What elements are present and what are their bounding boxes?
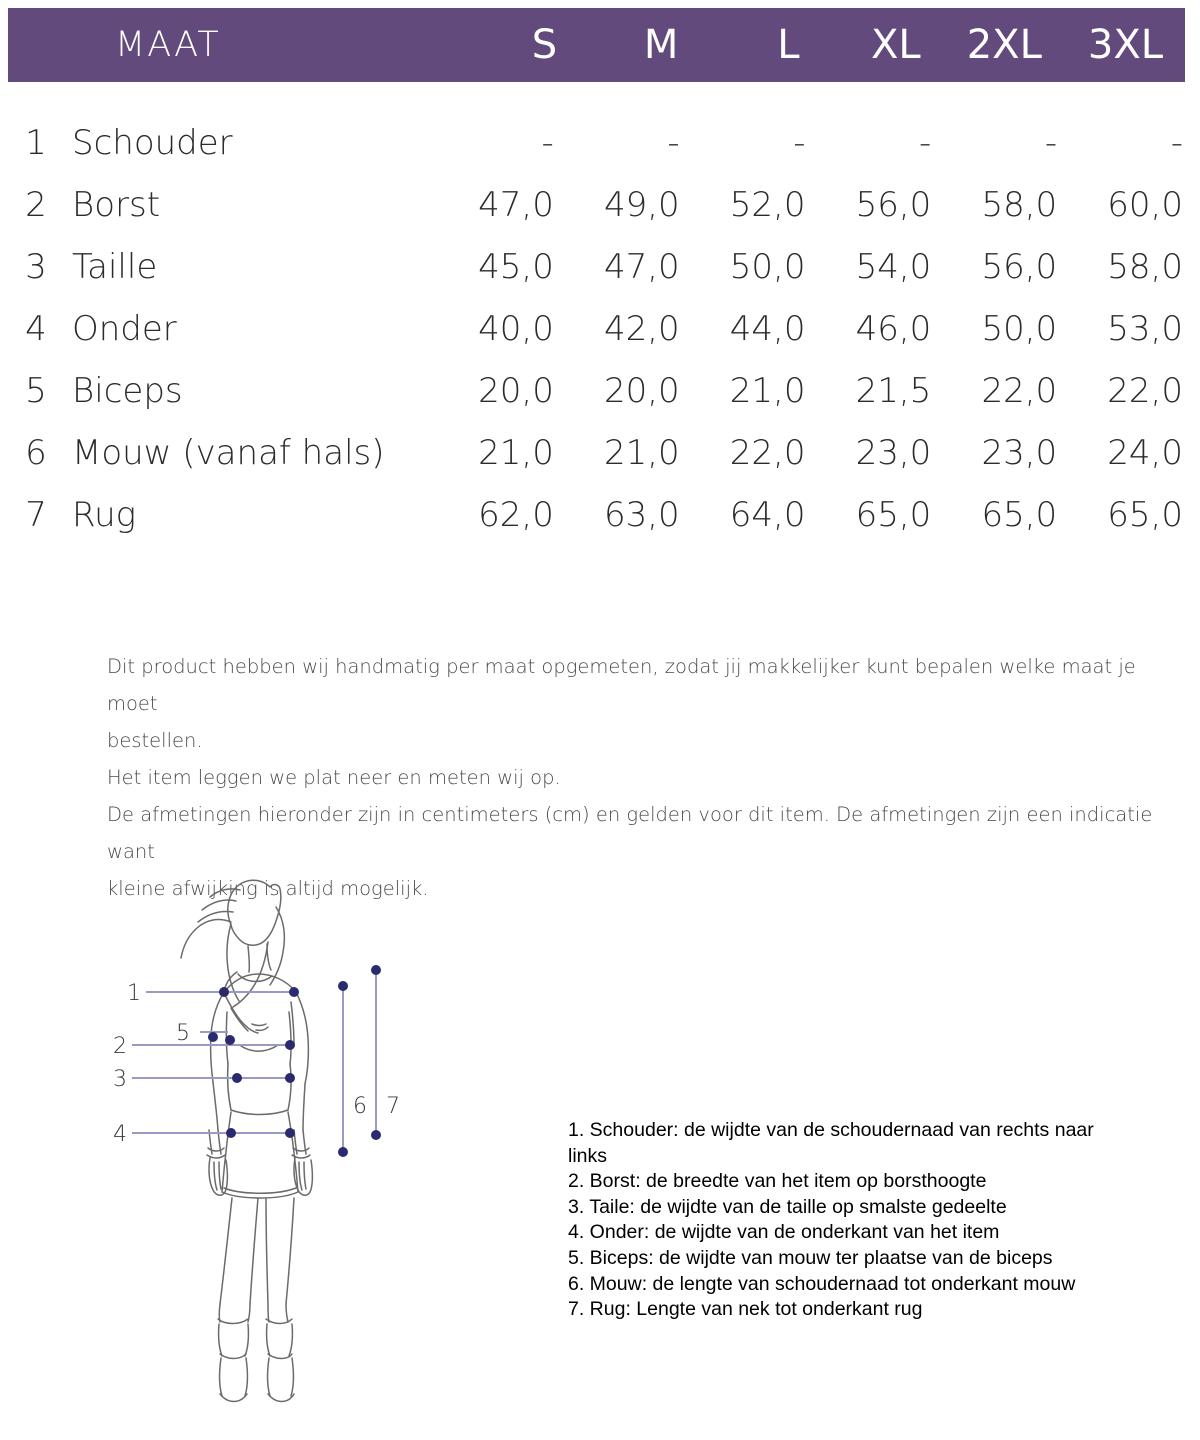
measurement-lines bbox=[132, 970, 376, 1152]
cell-2xl: - bbox=[1044, 123, 1058, 163]
table-row bbox=[0, 174, 1195, 236]
body-outline-icon bbox=[181, 880, 312, 1401]
cell-s: - bbox=[541, 123, 554, 163]
cell-xl: 54,0 bbox=[855, 247, 932, 287]
figure-svg bbox=[100, 862, 440, 1440]
row-label: Onder bbox=[72, 309, 177, 349]
header-size-xl: XL bbox=[871, 22, 921, 68]
figure-marker-7: 7 bbox=[386, 1094, 400, 1119]
figure-marker-5: 5 bbox=[176, 1021, 190, 1046]
cell-s: 20,0 bbox=[478, 371, 554, 411]
row-number: 6 bbox=[25, 433, 47, 473]
cell-l: 64,0 bbox=[729, 495, 806, 535]
note-line: Het item leggen we plat neer en meten wij op. bbox=[107, 766, 561, 789]
table-row bbox=[0, 298, 1195, 360]
cell-s: 45,0 bbox=[478, 247, 554, 287]
cell-xl: - bbox=[919, 123, 932, 163]
cell-3xl: 65,0 bbox=[1107, 495, 1183, 535]
header-size-2xl: 2XL bbox=[966, 22, 1042, 68]
table-row bbox=[0, 484, 1195, 546]
dot-waist-right bbox=[285, 1073, 295, 1083]
row-number: 7 bbox=[25, 495, 47, 535]
table-row bbox=[0, 236, 1195, 298]
dot-back-bottom bbox=[371, 1130, 381, 1140]
header-size-l: L bbox=[777, 22, 800, 68]
row-number: 2 bbox=[25, 185, 47, 225]
cell-m: 20,0 bbox=[603, 371, 680, 411]
measurement-dots bbox=[208, 965, 381, 1157]
cell-m: 63,0 bbox=[603, 495, 680, 535]
measurement-figure bbox=[100, 862, 440, 1440]
cell-s: 62,0 bbox=[478, 495, 554, 535]
note-line: Dit product hebben wij handmatig per maat opgemeten, zodat jij makkelijker kunt bepalen welke maat je moet bbox=[107, 655, 1136, 715]
note-line: De afmetingen hieronder zijn in centimeters (cm) en gelden voor dit item. De afmetingen zijn een indicatie want bbox=[107, 803, 1153, 863]
cell-l: 50,0 bbox=[729, 247, 806, 287]
row-values bbox=[440, 185, 1195, 225]
legend-item: 4. Onder: de wijdte van de onderkant van het item bbox=[568, 1221, 1000, 1244]
row-values bbox=[440, 309, 1195, 349]
cell-l: 22,0 bbox=[729, 433, 806, 473]
dot-shoulder-right bbox=[289, 987, 299, 997]
row-number: 3 bbox=[25, 247, 47, 287]
legend-item: 3. Taile: de wijdte van de taille op smalste gedeelte bbox=[568, 1195, 1007, 1218]
cell-m: - bbox=[667, 123, 680, 163]
cell-l: 44,0 bbox=[729, 309, 806, 349]
dot-sleeve-bottom bbox=[338, 1147, 348, 1157]
row-number: 4 bbox=[25, 309, 47, 349]
cell-l: 52,0 bbox=[729, 185, 806, 225]
cell-2xl: 50,0 bbox=[981, 309, 1058, 349]
cell-2xl: 23,0 bbox=[981, 433, 1058, 473]
cell-m: 47,0 bbox=[603, 247, 680, 287]
row-label: Mouw (vanaf hals) bbox=[72, 433, 385, 473]
dot-hem-right bbox=[285, 1128, 295, 1138]
row-label: Biceps bbox=[72, 371, 183, 411]
cell-3xl: 24,0 bbox=[1107, 433, 1183, 473]
cell-xl: 46,0 bbox=[855, 309, 932, 349]
header-title: MAAT bbox=[115, 25, 221, 65]
cell-m: 49,0 bbox=[603, 185, 680, 225]
cell-s: 40,0 bbox=[478, 309, 554, 349]
cell-2xl: 65,0 bbox=[981, 495, 1058, 535]
figure-marker-6: 6 bbox=[353, 1094, 367, 1119]
header-size-columns bbox=[448, 8, 1175, 82]
cell-xl: 21,5 bbox=[855, 371, 932, 411]
figure-marker-2: 2 bbox=[113, 1034, 127, 1059]
size-table-body bbox=[0, 112, 1195, 546]
row-values bbox=[440, 123, 1195, 163]
cell-xl: 56,0 bbox=[855, 185, 932, 225]
cell-s: 47,0 bbox=[478, 185, 554, 225]
header-size-s: S bbox=[531, 22, 558, 68]
table-row bbox=[0, 422, 1195, 484]
cell-m: 21,0 bbox=[603, 433, 680, 473]
legend-item: 5. Biceps: de wijdte van mouw ter plaatse van de biceps bbox=[568, 1246, 1053, 1269]
header-size-3xl: 3XL bbox=[1087, 22, 1164, 68]
cell-3xl: 58,0 bbox=[1107, 247, 1183, 287]
row-number: 1 bbox=[25, 123, 47, 163]
dot-bust-mid bbox=[225, 1035, 235, 1045]
cell-l: - bbox=[793, 123, 806, 163]
row-values bbox=[440, 495, 1195, 535]
figure-marker-1: 1 bbox=[127, 981, 141, 1006]
dot-waist-left bbox=[232, 1073, 242, 1083]
table-row bbox=[0, 112, 1195, 174]
measurement-legend bbox=[568, 1118, 1168, 1323]
dot-bust-left bbox=[208, 1032, 218, 1042]
cell-m: 42,0 bbox=[603, 309, 680, 349]
row-label: Taille bbox=[72, 247, 158, 287]
figure-marker-4: 4 bbox=[113, 1122, 127, 1147]
cell-3xl: 53,0 bbox=[1107, 309, 1183, 349]
row-values bbox=[440, 371, 1195, 411]
legend-item: 2. Borst: de breedte van het item op borsthoogte bbox=[568, 1170, 987, 1193]
dot-back-top bbox=[371, 965, 381, 975]
size-table-header bbox=[8, 8, 1185, 82]
row-values bbox=[440, 247, 1195, 287]
note-line: bestellen. bbox=[107, 729, 203, 752]
row-number: 5 bbox=[25, 371, 47, 411]
cell-2xl: 58,0 bbox=[981, 185, 1058, 225]
table-row bbox=[0, 360, 1195, 422]
legend-item: 6. Mouw: de lengte van schoudernaad tot onderkant mouw bbox=[568, 1272, 1076, 1295]
legend-item: links bbox=[568, 1144, 608, 1167]
cell-l: 21,0 bbox=[729, 371, 806, 411]
legend-item: 7. Rug: Lengte van nek tot onderkant rug bbox=[568, 1298, 923, 1321]
note-line: kleine afwijking is altijd mogelijk. bbox=[107, 877, 429, 900]
cell-2xl: 56,0 bbox=[981, 247, 1058, 287]
cell-xl: 65,0 bbox=[855, 495, 932, 535]
header-size-m: M bbox=[643, 22, 679, 68]
dot-sleeve-top bbox=[338, 981, 348, 991]
dot-hem-left bbox=[226, 1128, 236, 1138]
cell-s: 21,0 bbox=[478, 433, 554, 473]
cell-xl: 23,0 bbox=[855, 433, 932, 473]
row-label: Schouder bbox=[72, 123, 233, 163]
cell-3xl: 60,0 bbox=[1107, 185, 1183, 225]
row-label: Borst bbox=[72, 185, 161, 225]
figure-marker-3: 3 bbox=[113, 1067, 127, 1092]
row-label: Rug bbox=[72, 495, 137, 535]
dot-shoulder-left bbox=[219, 987, 229, 997]
cell-2xl: 22,0 bbox=[981, 371, 1058, 411]
cell-3xl: 22,0 bbox=[1107, 371, 1183, 411]
legend-item: 1. Schouder: de wijdte van de schoudernaad van rechts naar bbox=[568, 1119, 1094, 1141]
cell-3xl: - bbox=[1170, 123, 1183, 163]
dot-bust-right bbox=[285, 1040, 295, 1050]
row-values bbox=[440, 433, 1195, 473]
